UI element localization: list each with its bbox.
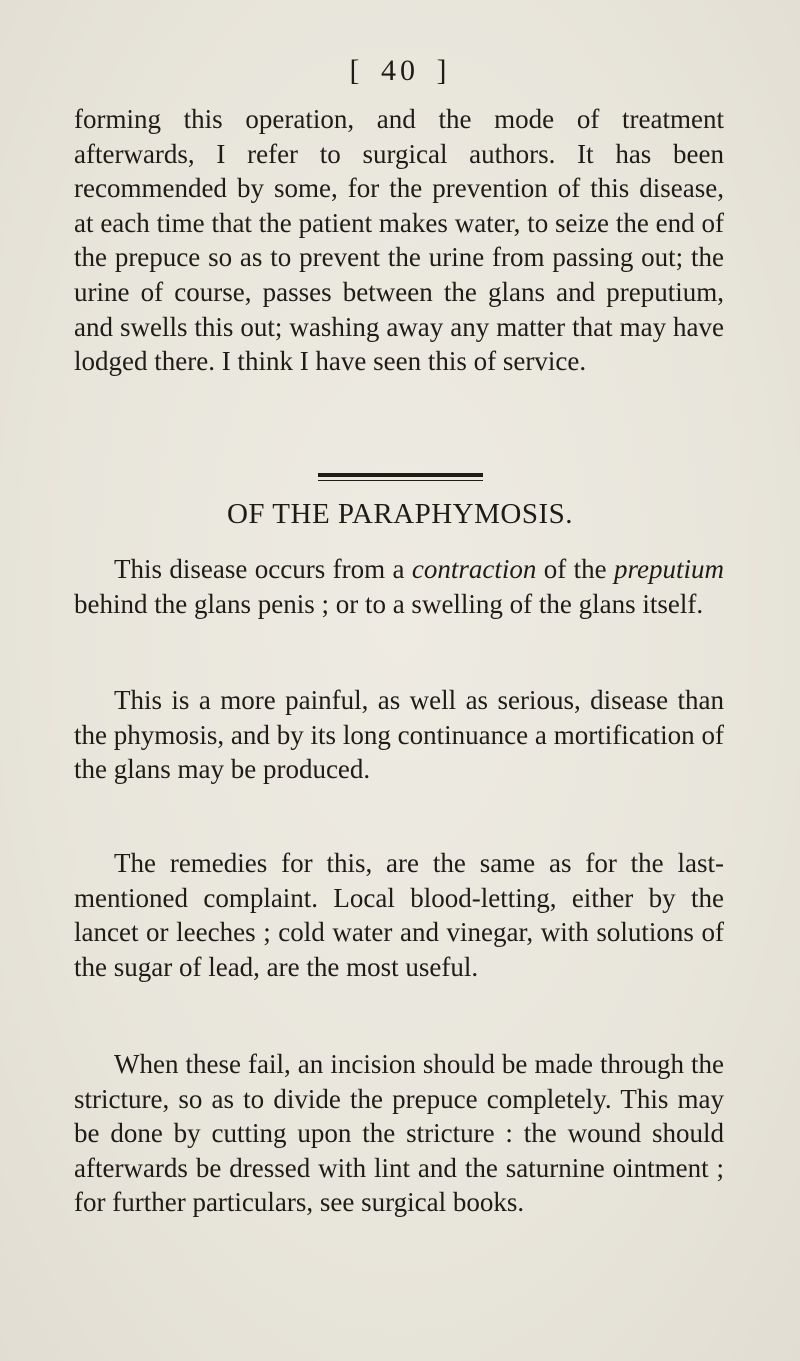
paragraph-severity: This is a more painful, as well as serious, disease than the phymosis, and by its long continuance a mortification of the glans may be produced.	[74, 685, 724, 785]
intro-paragraph: forming this operation, and the mode of treatment afterwards, I refer to surgical authors. It has been recommended by some, for the prevention of this disease, at each time that the patient makes water, to seize the end of the prepuce so as to prevent the urine from passing out; the urine of course, passes between the glans and preputium, and swells this out; washing away any matter that may have lodged there. I think I have seen this of service.	[74, 104, 724, 377]
paragraph-definition	[74, 552, 724, 621]
paragraph-remedies: The remedies for this, are the same as for the last-mentioned complaint. Local blood-letting, either by the lancet or leeches ; cold water and vinegar, with solutions of the sugar of lead, are the most useful.	[74, 848, 724, 982]
page-number: [ 40 ]	[349, 54, 451, 87]
section-heading: OF THE PARAPHYMOSIS.	[226, 498, 574, 530]
paragraph-2-italic-contraction: contraction	[411, 554, 537, 584]
divider-thin-line	[318, 480, 483, 481]
section-divider	[318, 473, 483, 481]
paragraph-incision: When these fail, an incision should be made through the stricture, so as to divide the prepuce completely. This may be done by cutting upon the stricture : the wound should afterwards be dressed with lint and the saturnine ointment ; for further particulars, see surgical books.	[74, 1049, 724, 1218]
paragraph-2-italic-preputium: preputium	[614, 554, 724, 584]
paragraph-2-text-2: of the	[536, 554, 614, 584]
paragraph-2-text-1: This disease occurs from a	[114, 554, 412, 584]
paragraph-2-text-3: behind the glans penis ; or to a swelling of the glans itself.	[74, 588, 704, 619]
divider-thick-line	[318, 473, 483, 477]
